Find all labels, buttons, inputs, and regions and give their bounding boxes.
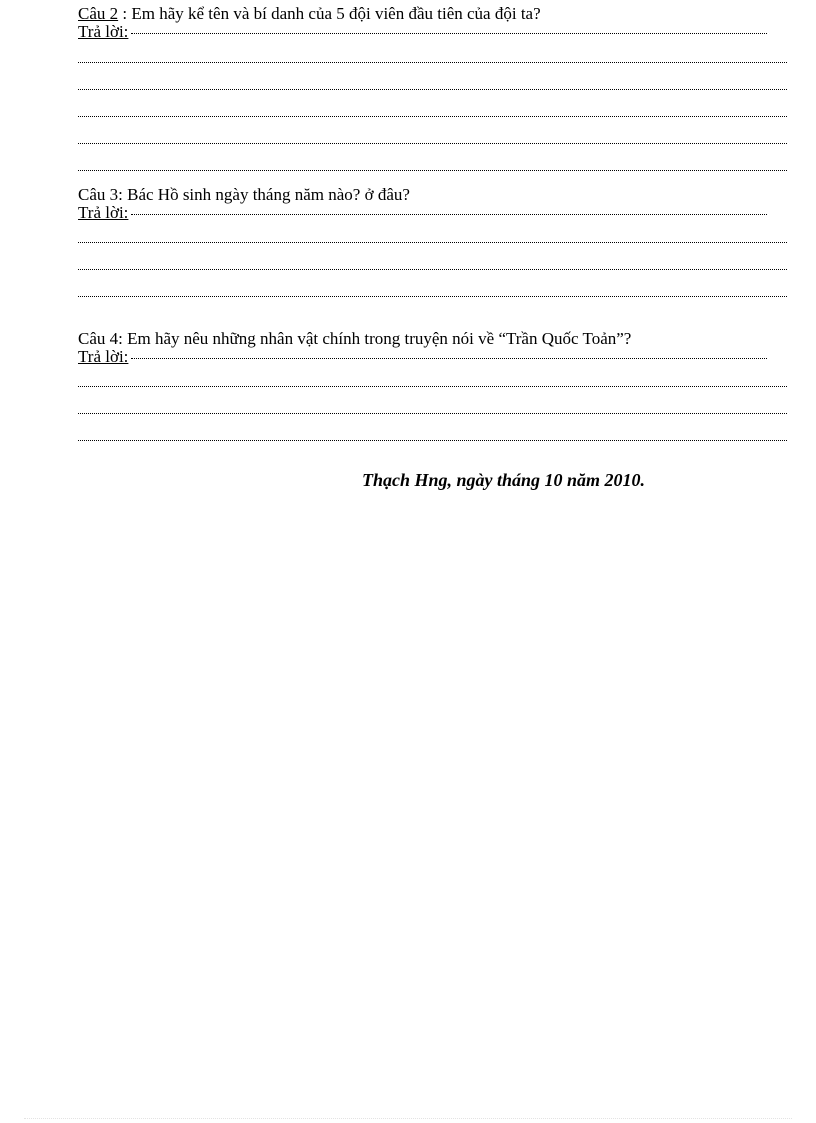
- question-3-label: Câu 3: [78, 185, 119, 204]
- answer-3-first-line: [78, 203, 767, 223]
- answer-4-first-line: [78, 347, 767, 367]
- question-2: [78, 4, 541, 24]
- answer-3-blank[interactable]: [131, 212, 767, 215]
- question-4: [78, 329, 631, 349]
- answer-2-line-6[interactable]: [78, 170, 787, 171]
- answer-2-line-4[interactable]: [78, 116, 787, 117]
- question-4-text: : Em hãy nêu những nhân vật chính trong truyện nói về “Trần Quốc Toản”?: [118, 329, 632, 348]
- answer-2-label: Trả lời:: [78, 22, 129, 41]
- answer-2-blank[interactable]: [131, 31, 767, 34]
- answer-4-line-4[interactable]: [78, 440, 787, 441]
- question-4-label: Câu 4: [78, 329, 119, 348]
- question-2-text: : Em hãy kể tên và bí danh của 5 đội viên đầu tiên của đội ta?: [118, 4, 541, 23]
- answer-4-label: Trả lời:: [78, 347, 129, 366]
- answer-2-first-line: [78, 22, 767, 42]
- answer-3-line-3[interactable]: [78, 269, 787, 270]
- answer-3-line-4[interactable]: [78, 296, 787, 297]
- signature-date: Thạch Hng, ngày tháng 10 năm 2010.: [362, 470, 646, 490]
- answer-4-line-3[interactable]: [78, 413, 787, 414]
- answer-3-line-2[interactable]: [78, 242, 787, 243]
- question-2-label: Câu 2: [78, 4, 119, 23]
- question-3-text: : Bác Hồ sinh ngày tháng năm nào? ở đâu?: [118, 185, 410, 204]
- answer-2-line-5[interactable]: [78, 143, 787, 144]
- answer-2-line-3[interactable]: [78, 89, 787, 90]
- question-3: [78, 185, 410, 205]
- answer-3-label: Trả lời:: [78, 203, 129, 222]
- answer-2-line-2[interactable]: [78, 62, 787, 63]
- answer-4-blank[interactable]: [131, 356, 767, 359]
- footer-divider: [24, 1118, 792, 1119]
- answer-4-line-2[interactable]: [78, 386, 787, 387]
